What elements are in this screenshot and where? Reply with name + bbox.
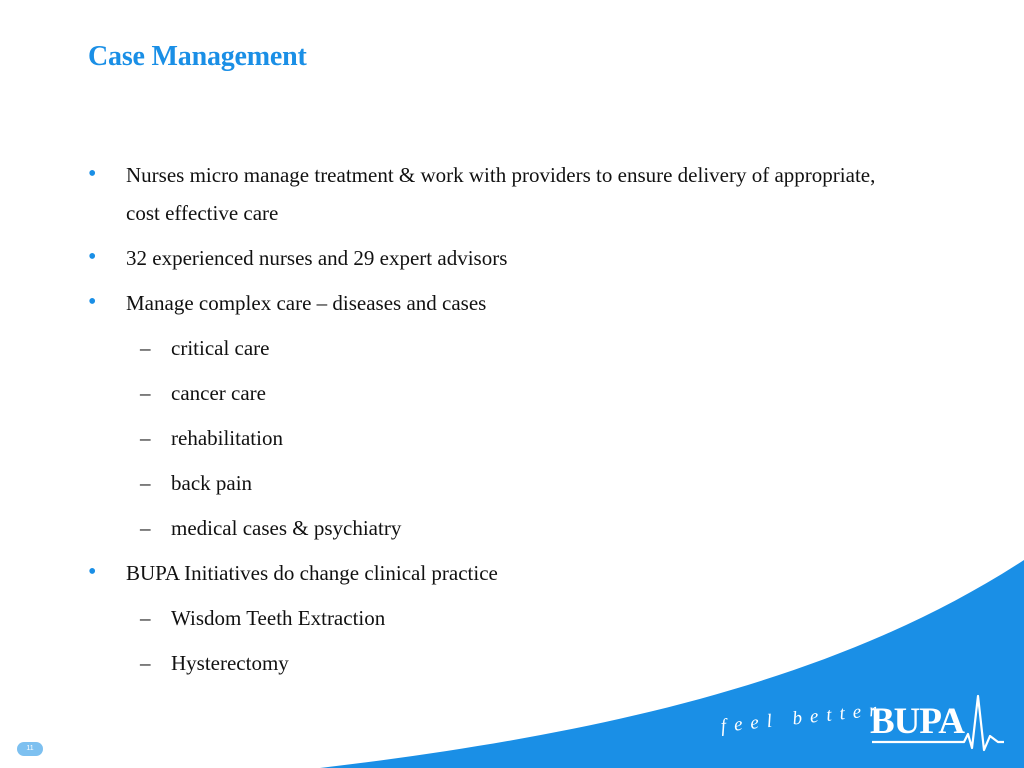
heartbeat-line-icon <box>872 692 1012 752</box>
bullet-icon: • <box>88 244 97 270</box>
dash-icon: – <box>140 336 151 360</box>
tagline: feel better <box>719 698 886 738</box>
bullet-icon: • <box>88 289 97 315</box>
dash-icon: – <box>140 426 151 450</box>
dash-icon: – <box>140 606 151 630</box>
bullet-text: Manage complex care – diseases and cases <box>126 291 487 315</box>
dash-icon: – <box>140 516 151 540</box>
bullet-icon: • <box>88 559 97 585</box>
sub-bullet-text: Hysterectomy <box>171 651 289 675</box>
bullet-text: BUPA Initiatives do change clinical practice <box>126 561 498 585</box>
sub-bullet-text: medical cases & psychiatry <box>171 516 402 540</box>
slide-title: Case Management <box>88 41 307 72</box>
bupa-logo: BUPA <box>870 701 964 742</box>
dash-icon: – <box>140 471 151 495</box>
sub-bullet-text: back pain <box>171 471 253 495</box>
bullet-icon: • <box>88 161 97 187</box>
sub-bullet-text: Wisdom Teeth Extraction <box>171 606 386 630</box>
bullet-text: 32 experienced nurses and 29 expert advisors <box>126 246 508 270</box>
sub-bullet-text: cancer care <box>171 381 266 405</box>
page-number-badge: 11 <box>17 742 43 756</box>
sub-bullet-text: rehabilitation <box>171 426 283 450</box>
bullet-text: Nurses micro manage treatment & work with providers to ensure delivery of appropriate, cost effective care <box>126 163 876 225</box>
heartbeat-path <box>872 696 1004 750</box>
sub-bullet-text: critical care <box>171 336 270 360</box>
dash-icon: – <box>140 651 151 675</box>
dash-icon: – <box>140 381 151 405</box>
